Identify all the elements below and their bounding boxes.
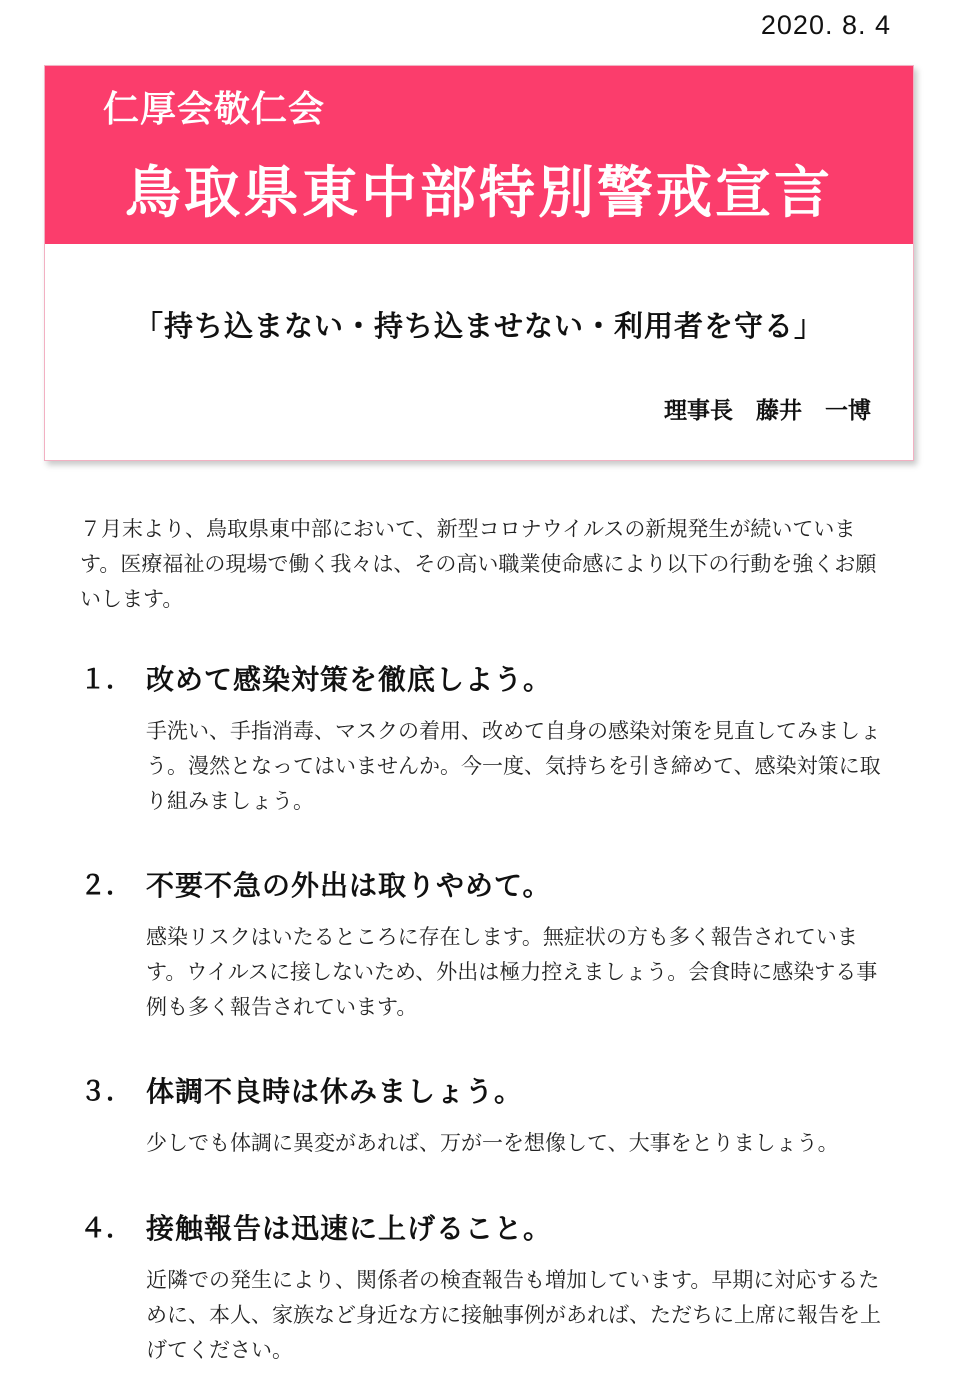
action-item-title: 接触報告は迅速に上げること。: [146, 1212, 553, 1245]
intro-paragraph: ７月末より、鳥取県東中部において、新型コロナウイルスの新規発生が続いています。医療福祉の現場で働く我々は、その高い職業使命感により以下の行動を強くお願いします。: [80, 517, 877, 611]
action-item-body: 近隣での発生により、関係者の検査報告も増加しています。早期に対応するために、本人、家族など身近な方に接触事例があれば、ただちに上席に報告を上げてください。: [146, 1268, 881, 1362]
document-date: 2020. 8. 4: [760, 10, 891, 40]
action-item-heading: [80, 1207, 892, 1251]
author-signature: 理事長 藤井 一博: [664, 398, 871, 424]
action-item-3: [80, 1070, 892, 1161]
action-item-body: 少しでも体調に異変があれば、万が一を想像して、大事をとりましょう。: [146, 1131, 839, 1155]
slogan: 「持ち込まない・持ち込ませない・利用者を守る」: [133, 309, 824, 343]
action-item-heading: [80, 1070, 892, 1114]
action-item-title: 改めて感染対策を徹底しよう。: [146, 663, 553, 696]
action-item-title: 不要不急の外出は取りやめて。: [146, 869, 552, 902]
action-item-4: [80, 1207, 892, 1368]
action-item-number: ４．: [80, 1214, 133, 1244]
action-item-heading: [80, 658, 892, 702]
action-item-number: ２．: [80, 871, 133, 901]
action-item-1: [80, 658, 892, 819]
action-item-body: 手洗い、手指消毒、マスクの着用、改めて自身の感染対策を見直してみましょう。漫然となってはいませんか。今一度、気持ちを引き締めて、感染対策に取り組みましょう。: [146, 719, 881, 813]
declaration-title: 鳥取県東中部特別警戒宣言: [125, 161, 833, 226]
organization-name: 仁厚会敬仁会: [103, 89, 326, 130]
action-item-number: １．: [80, 665, 133, 695]
action-item-body: 感染リスクはいたるところに存在します。無症状の方も多く報告されています。ウイルスに接しないため、外出は極力控えましょう。会食時に感染する事例も多く報告されています。: [146, 925, 878, 1019]
declaration-card: [44, 65, 914, 461]
action-item-title: 体調不良時は休みましょう。: [146, 1075, 524, 1108]
action-item-heading: [80, 864, 892, 908]
title-banner: [45, 66, 913, 244]
action-item-2: [80, 864, 892, 1025]
action-item-number: ３．: [80, 1077, 133, 1107]
